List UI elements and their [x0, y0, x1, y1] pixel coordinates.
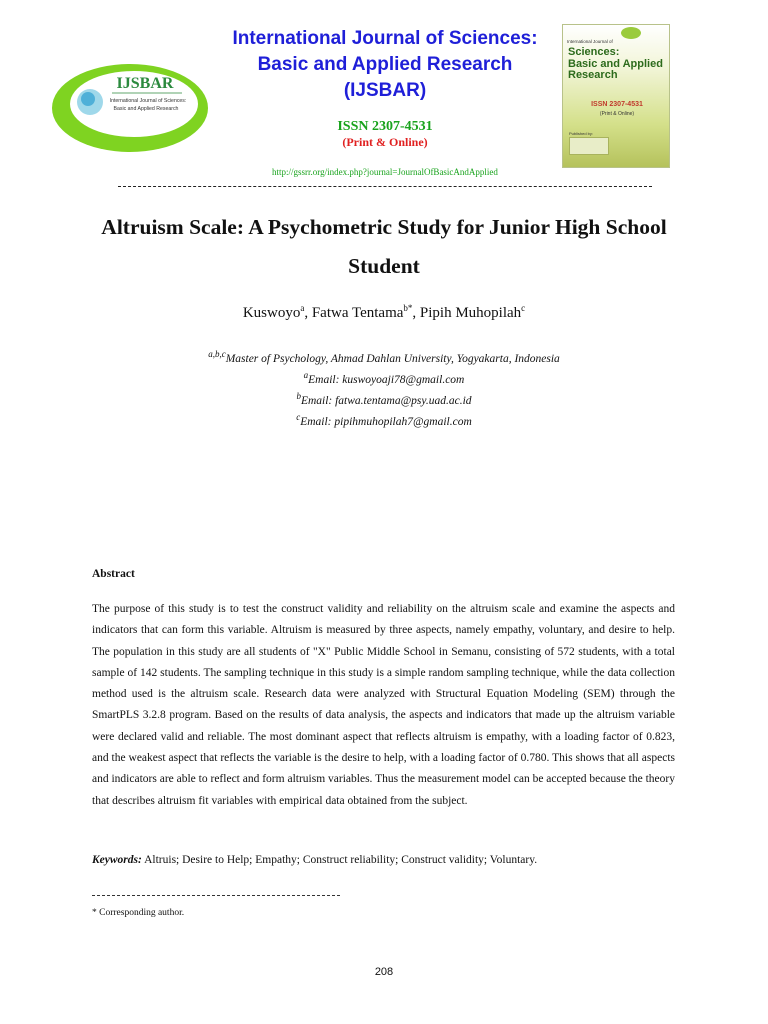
- header-divider: [118, 186, 652, 187]
- cover-title-line3: Research: [568, 69, 618, 81]
- author-name: Kuswoyo: [242, 305, 301, 321]
- email-line: [90, 393, 678, 409]
- email-sup: a: [303, 370, 309, 381]
- journal-cover-thumbnail: [562, 24, 670, 168]
- author-name: Fatwa Tentama: [311, 305, 404, 321]
- journal-logo: [50, 62, 210, 154]
- cover-title-line1: Sciences:: [568, 46, 620, 58]
- cover-title-line2: Basic and Applied: [568, 57, 663, 70]
- cover-badge-icon: [621, 27, 641, 39]
- email-text[interactable]: Email: pipihmuhopilah7@gmail.com: [300, 416, 472, 428]
- journal-title: [200, 26, 570, 104]
- email-sup: b: [296, 391, 301, 402]
- keywords-label: Keywords:: [92, 854, 142, 866]
- print-online: (Print & Online): [342, 135, 428, 149]
- affiliation-line: [90, 351, 678, 367]
- abstract-heading: Abstract: [92, 568, 135, 580]
- issn: ISSN 2307-4531: [337, 119, 433, 134]
- email-line: [90, 372, 678, 388]
- footnote-divider: [92, 895, 340, 896]
- cover-issn: ISSN 2307-4531: [591, 101, 643, 108]
- paper-title: Altruism Scale: A Psychometric Study for Junior High School Student: [101, 215, 667, 278]
- cover-print: (Print & Online): [599, 111, 635, 117]
- journal-title-line1: International Journal of Sciences:: [232, 28, 538, 49]
- affiliation-text: Master of Psychology, Ahmad Dahlan University, Yogyakarta, Indonesia: [225, 353, 560, 365]
- logo-line2: Basic and Applied Research: [113, 106, 179, 112]
- logo-line1: International Journal of Sciences:: [109, 98, 187, 104]
- author-sup: c: [521, 303, 526, 313]
- journal-title-line3: (IJSBAR): [343, 80, 427, 101]
- cover-title: [568, 47, 663, 82]
- corresponding-author-footnote: * Corresponding author.: [92, 908, 185, 918]
- logo-acronym: IJSBAR: [116, 75, 174, 92]
- author-sup: b*: [403, 303, 413, 313]
- cover-published-by: Published by:: [569, 131, 594, 136]
- cover-publisher-logo: [569, 137, 609, 155]
- abstract-body: The purpose of this study is to test the construct validity and reliability on the altruism scale and examine the aspects and indicators that can form this variable. Altruism is measured by three aspects, namely empathy, voluntary, and desire to help. The population in this study are all students of "X" Public Middle School in Semanu, consisting of 572 students, with a total sample of 142 students. The sampling technique in this study is a simple random sampling technique, while the data collection method used is the altruism scale. Research data were analyzed with Structural Equation Modeling (SEM) through the SmartPLS 3.2.8 program. Based on the results of data analysis, the aspects and indicators that made up the altruism variable were declared valid and reliable. The most dominant aspect that reflects altruism is empathy, with a loading factor of 0.823, and the weakest aspect that reflects the variable is the desire to help, with a loading factor of 0.780. This shows that all aspects and indicators are able to reflect and form altruism variables. Thus the measurement model can be accepted because the theory that describes altruism fit variables with empirical data obtained from the subject.: [92, 603, 675, 807]
- ijsbar-logo-icon: [50, 62, 210, 154]
- keywords: [92, 852, 675, 868]
- author-name: Pipih Muhopilah: [419, 305, 522, 321]
- page-number: 208: [374, 966, 394, 978]
- email-text[interactable]: Email: kuswoyoaji78@gmail.com: [308, 374, 465, 386]
- author-sup: a: [300, 303, 305, 313]
- affiliation-sup: a,b,c: [208, 349, 226, 360]
- email-text[interactable]: Email: fatwa.tentama@psy.uad.ac.id: [300, 395, 472, 407]
- journal-url[interactable]: http://gssrr.org/index.php?journal=JournalOfBasicAndApplied: [272, 167, 498, 177]
- author-list: Kuswoyo$^a$, Fatwa Tentama$^{b*}$, Pipih Muhopilah$^c$: [242, 303, 526, 321]
- keywords-text: Altruis; Desire to Help; Empathy; Construct reliability; Construct validity; Voluntary.: [144, 854, 538, 866]
- cover-small-text: International Journal of: [567, 39, 613, 44]
- email-line: [90, 414, 678, 430]
- journal-title-line2: Basic and Applied Research: [257, 54, 513, 75]
- email-sup: c: [296, 412, 301, 423]
